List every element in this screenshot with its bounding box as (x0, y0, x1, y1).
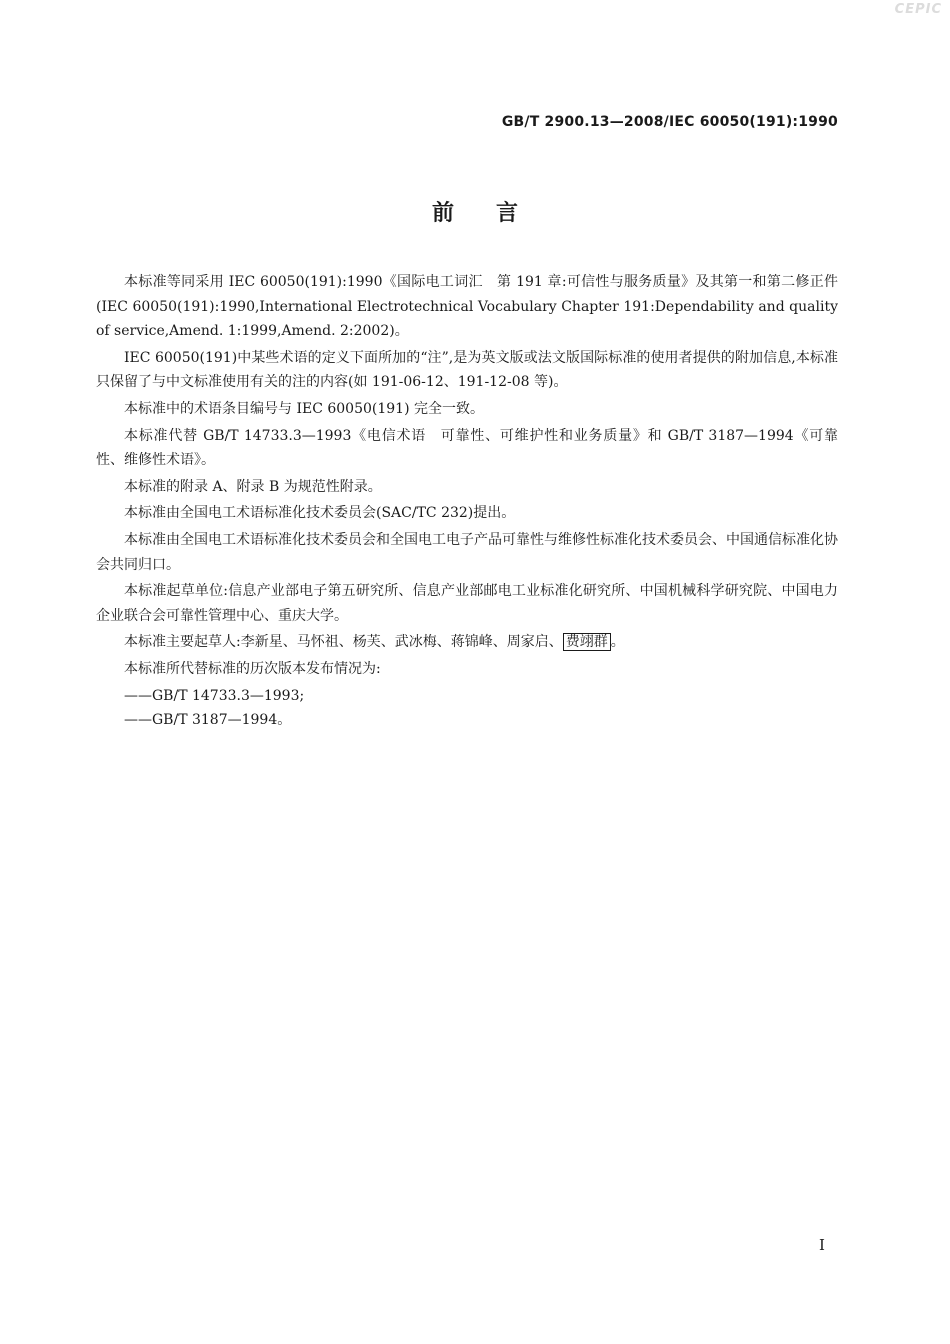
history-item: ——GB/T 14733.3—1993; (124, 687, 305, 704)
paragraph-adoption: 本标准等同采用 IEC 60050(191):1990《国际电工词汇 第 191 章:可信性与服务质量》及其第一和第二修正件(IEC 60050(191):1990,International Electrotechnical Vocabulary Chapter 191:Dependability and quality of service,Amend. 1:1999,Amend. 2:2002)。 (96, 274, 838, 340)
drafters-suffix: 。 (610, 634, 625, 651)
paragraph-annexes: 本标准的附录 A、附录 B 为规范性附录。 (124, 478, 382, 495)
drafters-prefix: 本标准主要起草人:李新星、马怀祖、杨芙、武冰梅、蒋锦峰、周家启、 (124, 634, 563, 651)
paragraph-drafters (96, 630, 838, 655)
paragraph-drafting-units: 本标准起草单位:信息产业部电子第五研究所、信息产业部邮电工业标准化研究所、中国机械科学研究院、中国电力企业联合会可靠性管理中心、重庆大学。 (96, 583, 838, 624)
paragraph-history-intro: 本标准所代替标准的历次版本发布情况为: (124, 660, 381, 677)
paragraph-replaces: 本标准代替 GB/T 14733.3—1993《电信术语 可靠性、可维护性和业务质量》和 GB/T 3187—1994《可靠性、维修性术语》。 (96, 427, 838, 469)
paragraph-notes: IEC 60050(191)中某些术语的定义下面所加的“注”,是为英文版或法文版国际标准的使用者提供的附加信息,本标准只保留了与中文标准使用有关的注的内容(如 191-06-12、191-12-08 等)。 (96, 349, 838, 391)
paragraph-proposed-by: 本标准由全国电工术语标准化技术委员会(SAC/TC 232)提出。 (124, 505, 516, 522)
history-item: ——GB/T 3187—1994。 (124, 712, 292, 729)
page-title: 前言 (431, 201, 560, 226)
watermark-logo: CEPIC (894, 2, 942, 17)
paragraph-centralized: 本标准由全国电工术语标准化技术委员会和全国电工电子产品可靠性与维修性标准化技术委员会、中国通信标准化协会共同归口。 (96, 531, 838, 573)
page-number: I (819, 1236, 825, 1254)
standard-number-header: GB/T 2900.13—2008/IEC 60050(191):1990 (501, 114, 838, 130)
boxed-drafter-name: 费翊群 (563, 633, 611, 651)
paragraph-numbering: 本标准中的术语条目编号与 IEC 60050(191) 完全一致。 (124, 400, 484, 417)
foreword-body (96, 270, 838, 733)
